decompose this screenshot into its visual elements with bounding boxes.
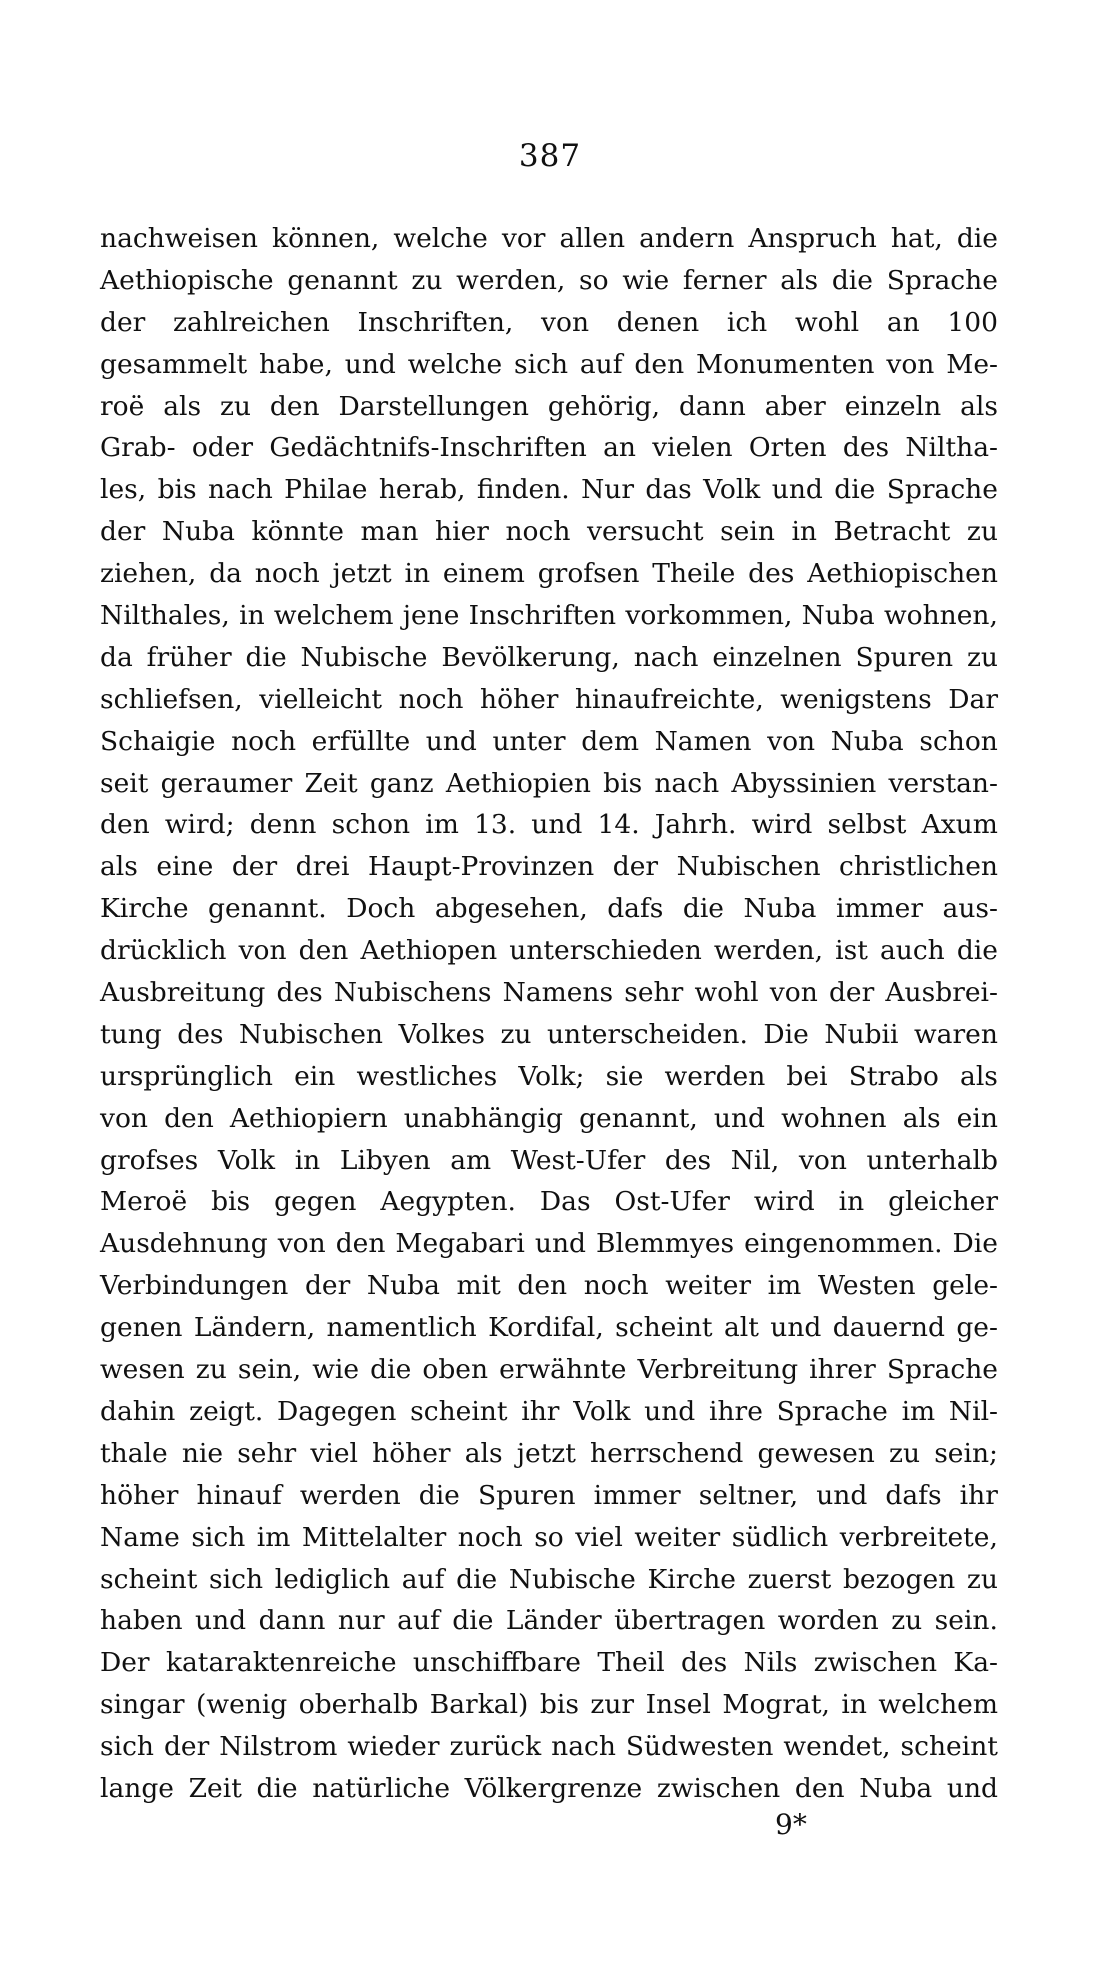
signature-mark: 9* <box>775 1808 807 1841</box>
text-line: Ausbreitung des Nubischens Namens sehr wohl von der Ausbrei- <box>100 977 998 1009</box>
text-line: den wird; denn schon im 13. und 14. Jahrh. wird selbst Axum <box>100 809 998 841</box>
text-line: dahin zeigt. Dagegen scheint ihr Volk und ihre Sprache im Nil- <box>100 1395 998 1427</box>
text-line: scheint sich lediglich auf die Nubische Kirche zuerst bezogen zu <box>100 1563 998 1595</box>
text-line: als eine der drei Haupt-Provinzen der Nubischen christlichen <box>100 851 998 883</box>
text-line: les, bis nach Philae herab, finden. Nur das Volk und die Sprache <box>100 474 998 506</box>
text-line: gesammelt habe, und welche sich auf den Monumenten von Me- <box>100 348 998 380</box>
text-line: grofses Volk in Libyen am West-Ufer des Nil, von unterhalb <box>100 1144 998 1176</box>
text-line: Aethiopische genannt zu werden, so wie ferner als die Sprache <box>100 264 998 296</box>
text-line: Grab- oder Gedächtnifs-Inschriften an vielen Orten des Niltha- <box>100 432 998 464</box>
text-line: thale nie sehr viel höher als jetzt herrschend gewesen zu sein; <box>100 1437 998 1469</box>
text-line: singar (wenig oberhalb Barkal) bis zur Insel Mograt, in welchem <box>100 1689 998 1721</box>
text-line: schliefsen, vielleicht noch höher hinaufreichte, wenigstens Dar <box>100 683 998 715</box>
text-line: roë als zu den Darstellungen gehörig, dann aber einzeln als <box>100 390 998 422</box>
text-line: Ausdehnung von den Megabari und Blemmyes eingenommen. Die <box>100 1228 998 1260</box>
text-line: sich der Nilstrom wieder zurück nach Südwesten wendet, scheint <box>100 1731 998 1763</box>
page-number: 387 <box>518 138 582 174</box>
text-line: Der kataraktenreiche unschiffbare Theil des Nils zwischen Ka- <box>100 1647 998 1679</box>
text-line: Name sich im Mittelalter noch so viel weiter südlich verbreitete, <box>100 1521 998 1553</box>
text-line: höher hinauf werden die Spuren immer seltner, und dafs ihr <box>100 1479 998 1511</box>
text-line: tung des Nubischen Volkes zu unterscheiden. Die Nubii waren <box>100 1018 998 1050</box>
text-line: da früher die Nubische Bevölkerung, nach einzelnen Spuren zu <box>100 641 998 673</box>
text-line: drücklich von den Aethiopen unterschieden werden, ist auch die <box>100 935 998 967</box>
text-line: Schaigie noch erfüllte und unter dem Namen von Nuba schon <box>100 725 998 757</box>
text-line: genen Ländern, namentlich Kordifal, scheint alt und dauernd ge- <box>100 1312 998 1344</box>
text-line: ziehen, da noch jetzt in einem grofsen Theile des Aethiopischen <box>100 558 998 590</box>
text-line: der zahlreichen Inschriften, von denen ich wohl an 100 <box>100 306 998 338</box>
text-line: Kirche genannt. Doch abgesehen, dafs die Nuba immer aus- <box>100 893 998 925</box>
body-text <box>100 218 998 1810</box>
text-line: Nilthales, in welchem jene Inschriften vorkommen, Nuba wohnen, <box>100 600 998 632</box>
text-line: haben und dann nur auf die Länder übertragen worden zu sein. <box>100 1605 998 1637</box>
text-line: wesen zu sein, wie die oben erwähnte Verbreitung ihrer Sprache <box>100 1354 998 1386</box>
text-line: ursprünglich ein westliches Volk; sie werden bei Strabo als <box>100 1060 998 1092</box>
text-line: der Nuba könnte man hier noch versucht sein in Betracht zu <box>100 516 998 548</box>
text-line: nachweisen können, welche vor allen andern Anspruch hat, die <box>100 223 998 254</box>
text-line: lange Zeit die natürliche Völkergrenze zwischen den Nuba und <box>100 1772 998 1804</box>
text-line: seit geraumer Zeit ganz Aethiopien bis nach Abyssinien verstan- <box>100 767 998 799</box>
text-line: von den Aethiopiern unabhängig genannt, und wohnen als ein <box>100 1102 998 1134</box>
text-line: Verbindungen der Nuba mit den noch weiter im Westen gele- <box>100 1270 998 1302</box>
text-line: Meroë bis gegen Aegypten. Das Ost-Ufer wird in gleicher <box>100 1186 998 1218</box>
